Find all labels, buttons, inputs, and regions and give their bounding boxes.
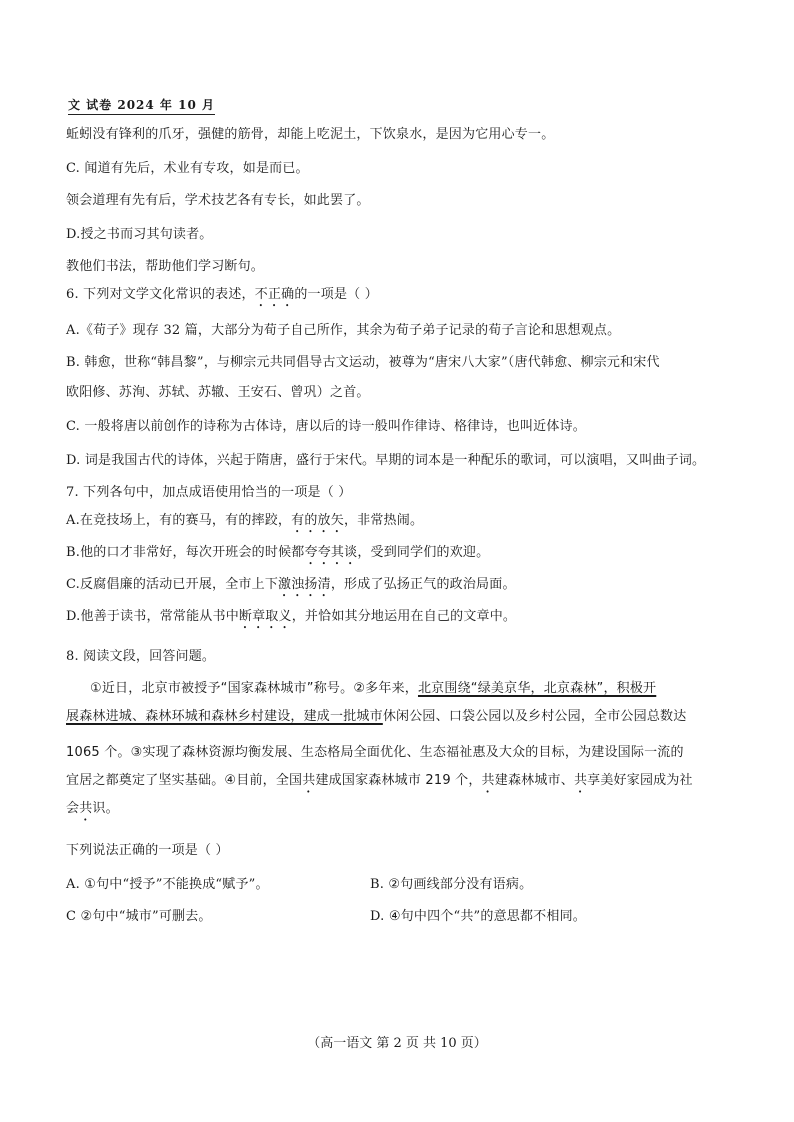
question-8-option-a: A. ①句中“授予”不能换成“赋予”。 bbox=[66, 877, 269, 892]
question-7-option-a bbox=[66, 512, 423, 536]
option-text: ，非常热闹。 bbox=[343, 513, 424, 528]
passage-text: 休闲公园、口袋公园以及乡村公园，全市公园总数达 bbox=[382, 709, 687, 724]
emphasis-text: 不正确 bbox=[254, 287, 295, 302]
question-6-option-b: B. 韩愈，世称“韩昌黎”，与柳宗元共同倡导古文运动，被尊为“唐宋八大家”（唐代韩愈、柳宗元和宋代 bbox=[66, 355, 660, 370]
emphasis-text: 激浊扬清 bbox=[278, 577, 331, 592]
option-text: ，形成了弘扬正气的政治局面。 bbox=[330, 577, 516, 592]
question-8-options-row-1 bbox=[66, 876, 269, 894]
question-8-option-c: C ②句中“城市”可删去。 bbox=[66, 909, 212, 924]
text-line: 领会道理有先有后，学术技艺各有专长，如此罢了。 bbox=[66, 193, 370, 208]
option-text: A.在竞技场上，有的赛马，有的摔跤， bbox=[66, 513, 292, 528]
underlined-text: 展森林进城、森林环城和森林乡村建设，建成一批城市 bbox=[66, 709, 383, 724]
passage-text: 建森林城市、 bbox=[494, 773, 574, 788]
passage-line-2 bbox=[66, 708, 686, 726]
passage-line-1 bbox=[90, 680, 656, 698]
page-header: 文 试卷 2024 年 10 月 bbox=[68, 96, 215, 115]
question-7-option-b bbox=[66, 544, 489, 568]
question-6-option-b-cont: 欧阳修、苏洵、苏轼、苏辙、王安石、曾巩）之首。 bbox=[66, 385, 370, 400]
passage-line-5 bbox=[66, 800, 119, 824]
option-text: ，并恰如其分地运用在自己的文章中。 bbox=[291, 609, 517, 624]
passage-line-3: 1065 个。③实现了森林资源均衡发展、生态格局全面优化、生态福祉惠及大众的目标，为建设国际一流的 bbox=[66, 745, 684, 760]
page-footer: （高一语文 第 2 页 共 10 页） bbox=[307, 1036, 487, 1051]
option-d: D.授之书而习其句读者。 bbox=[66, 227, 213, 242]
option-text: C.反腐倡廉的活动已开展，全市上下 bbox=[66, 577, 279, 592]
question-6-option-c: C. 一般将唐以前创作的诗称为古体诗，唐以后的诗一般叫作律诗、格律诗，也叫近体诗。 bbox=[66, 419, 586, 434]
emphasis-text: 共 bbox=[302, 773, 316, 788]
question-7-stem: 7. 下列各句中，加点成语使用恰当的一项是（ ） bbox=[66, 485, 352, 500]
passage-text: 建成国家森林城市 219 个， bbox=[315, 773, 482, 788]
emphasis-text: 共 bbox=[481, 773, 495, 788]
question-8-option-d: D. ④句中四个“共”的意思都不相同。 bbox=[370, 909, 586, 924]
emphasis-text: 共 bbox=[79, 801, 93, 816]
option-text: D.他善于读书，常常能从书中 bbox=[66, 609, 239, 624]
question-6-option-a: A.《荀子》现存 32 篇，大部分为荀子自己所作，其余为荀子弟子记录的荀子言论和思想观点。 bbox=[66, 323, 621, 338]
option-text: ，受到同学们的欢迎。 bbox=[357, 545, 490, 560]
passage-line-4 bbox=[66, 772, 693, 796]
option-c: C. 闻道有先后，术业有专攻，如是而已。 bbox=[66, 161, 309, 176]
emphasis-text: 断章取义 bbox=[238, 609, 292, 624]
option-text: B.他的口才非常好，每次开班会的时候都 bbox=[66, 545, 305, 560]
passage-text: 识。 bbox=[92, 801, 119, 816]
question-8-option-b: B. ②句画线部分没有语病。 bbox=[370, 877, 533, 892]
emphasis-text: 有的放矢 bbox=[291, 513, 344, 528]
passage-text: ①近日，北京市被授予“国家森林城市”称号。②多年来， bbox=[90, 681, 418, 696]
underlined-text: 北京围绕“绿美京华，北京森林”，积极开 bbox=[417, 681, 657, 696]
question-8-options-row-2 bbox=[66, 908, 212, 926]
passage-text: 会 bbox=[66, 801, 80, 816]
question-8-prompt: 下列说法正确的一项是（ ） bbox=[66, 843, 229, 858]
stem-text: 的一项是（ ） bbox=[294, 287, 378, 302]
stem-text: 6. 下列对文学文化常识的表述， bbox=[66, 287, 255, 302]
passage-text: 宜居之都奠定了坚实基础。④目前，全国 bbox=[66, 773, 303, 788]
text-line: 教他们书法，帮助他们学习断句。 bbox=[66, 259, 265, 274]
emphasis-text: 共 bbox=[573, 773, 588, 788]
emphasis-text: 夸夸其谈 bbox=[304, 545, 358, 560]
question-8-stem: 8. 阅读文段，回答问题。 bbox=[66, 649, 216, 664]
question-6-stem bbox=[66, 286, 378, 310]
question-7-option-d bbox=[66, 608, 516, 632]
question-7-option-c bbox=[66, 576, 516, 600]
question-6-option-d: D. 词是我国古代的诗体，兴起于隋唐，盛行于宋代。早期的词本是一种配乐的歌词，可以演唱，又叫曲子词。 bbox=[66, 453, 706, 468]
passage-text: 享美好家园成为社 bbox=[587, 773, 693, 788]
text-line: 蚯蚓没有锋利的爪牙，强健的筋骨，却能上吃泥土，下饮泉水，是因为它用心专一。 bbox=[66, 127, 555, 142]
